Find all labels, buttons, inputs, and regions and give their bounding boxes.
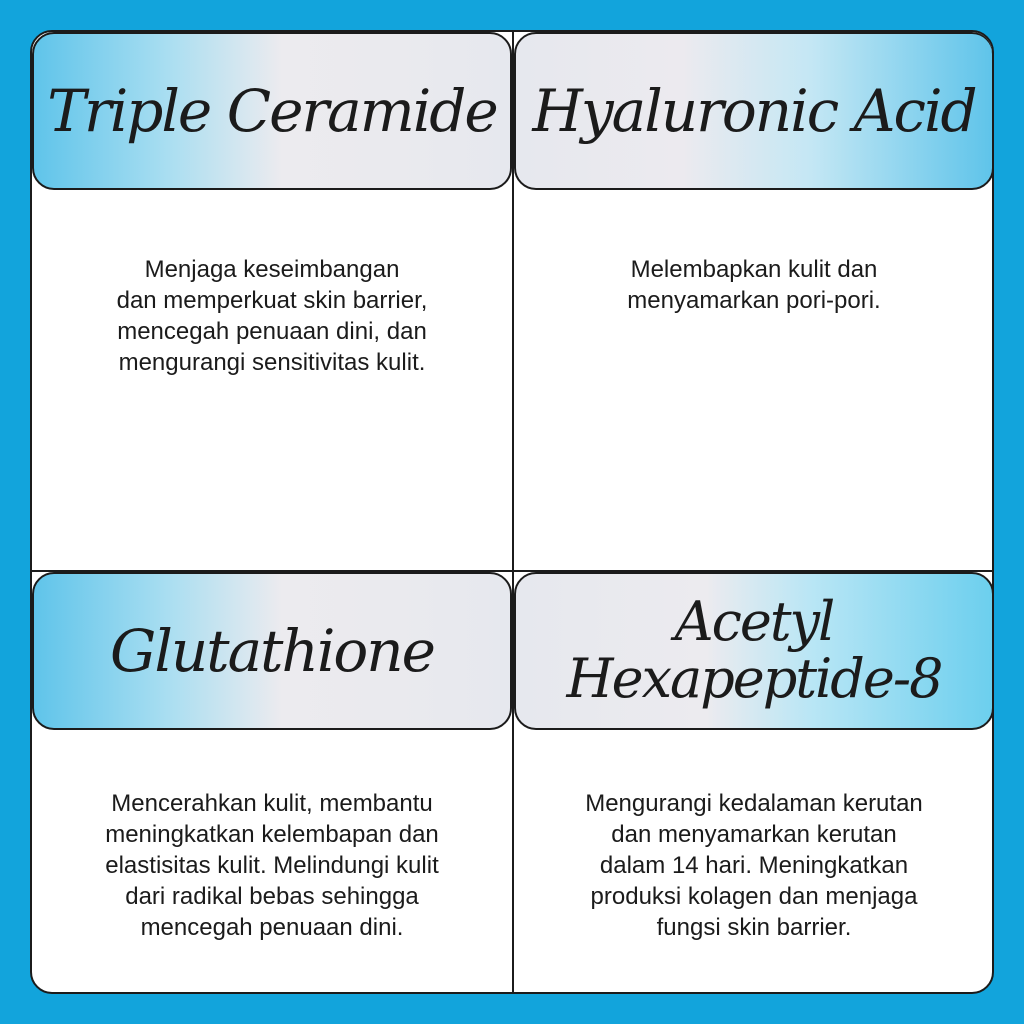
card-header xyxy=(514,572,994,730)
card-triple-ceramide xyxy=(32,32,512,570)
description-line: dalam 14 hari. Meningkatkan xyxy=(599,852,909,879)
description-line: meningkatkan kelembapan dan xyxy=(105,821,439,848)
description-line: menyamarkan pori-pori. xyxy=(627,287,881,314)
description-line: fungsi skin barrier. xyxy=(656,914,852,941)
description-line: produksi kolagen dan menjaga xyxy=(590,883,918,910)
card-header xyxy=(32,32,512,190)
description-line: mencegah penuaan dini, dan xyxy=(117,318,427,345)
card-header xyxy=(32,572,512,730)
card-header xyxy=(514,32,994,190)
card-title: Hyaluronic Acid xyxy=(532,76,976,145)
title-line: Acetyl xyxy=(674,590,834,654)
description-line: mencegah penuaan dini. xyxy=(140,914,404,941)
card-glutathione xyxy=(32,572,512,994)
card-description xyxy=(514,788,994,943)
description-line: dan memperkuat skin barrier, xyxy=(116,287,428,314)
description-line: Mencerahkan kulit, membantu xyxy=(111,790,433,817)
card-description xyxy=(32,254,512,378)
description-line: Mengurangi kedalaman kerutan xyxy=(585,790,923,817)
description-line: dan menyamarkan kerutan xyxy=(611,821,897,848)
description-line: elastisitas kulit. Melindungi kulit xyxy=(105,852,439,879)
card-description xyxy=(32,788,512,943)
description-line: Menjaga keseimbangan xyxy=(144,256,400,283)
card-description xyxy=(514,254,994,316)
card-title xyxy=(557,590,952,710)
title-line: Hexapeptide-8 xyxy=(566,647,942,710)
card-title: Glutathione xyxy=(110,616,434,685)
card-title: Triple Ceramide xyxy=(47,76,497,145)
description-line: dari radikal bebas sehingga xyxy=(125,883,419,910)
card-hyaluronic-acid xyxy=(514,32,994,570)
description-line: mengurangi sensitivitas kulit. xyxy=(118,349,426,376)
description-line: Melembapkan kulit dan xyxy=(630,256,878,283)
card-acetyl-hexapeptide-8 xyxy=(514,572,994,994)
ingredients-grid xyxy=(30,30,994,994)
